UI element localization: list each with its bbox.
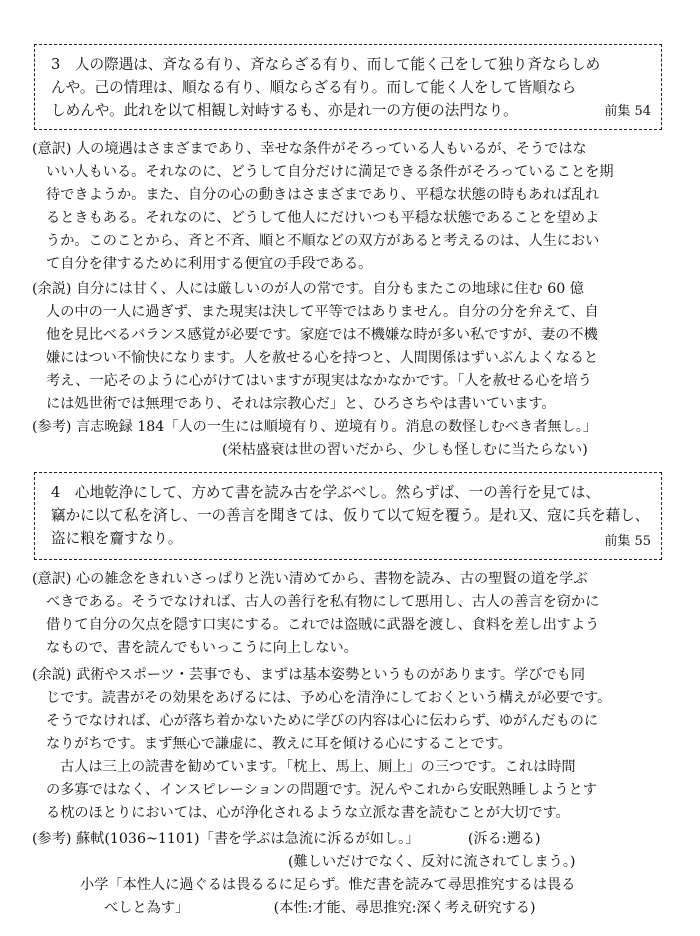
entry-4-line-1: 4 心地乾浄にして、方めて書を読み古を学ぶべし。然らずば、一の善行を見ては、 bbox=[51, 484, 600, 501]
text-line: 他を見比べるバランス感覚が必要です。家庭では不機嫌な時が多い私ですが、妻の不機 bbox=[46, 327, 598, 343]
entry-3-line-1: 3 人の際遇は、斉なる有り、斉ならざる有り、而して能く己をして独り斉ならしめ bbox=[51, 56, 601, 73]
text-line: (意訳) 心の雑念をきれいさっぱりと洗い清めてから、書物を読み、古の聖賢の道を学ぶ bbox=[32, 571, 588, 587]
text-line: (難しいだけでなく、反対に流されてしまう。) bbox=[288, 854, 576, 870]
entry-4-ref: 前集 55 bbox=[604, 534, 651, 549]
text-line: なりがちです。まず無心で謙虚に、教えに耳を傾ける心にすることです。 bbox=[46, 736, 512, 752]
text-line: べきである。そうでなければ、古人の善行を私有物にして悪用し、古人の善言を窃かに bbox=[46, 594, 600, 610]
text-line: 待できようか。また、自分の心の動きはさまざまであり、平穏な状態の時もあれば乱れ bbox=[46, 187, 600, 203]
text-line: るときもある。それなのに、どうして他人にだけいつも平穏な状態であることを望めよ bbox=[46, 210, 600, 226]
text-line: (栄枯盛衰は世の習いだから、少しも怪しむに当たらない) bbox=[222, 442, 588, 458]
text-line: る枕のほとりにおいては、心が浄化されるような立派な書を読むことが大切です。 bbox=[46, 805, 570, 821]
text-line: なもので、書を読んでもいっこうに向上しない。 bbox=[46, 640, 358, 656]
entry-3-line-3: しめんや。此れを以て相観し対峙するも、亦是れ一の方便の法門なり。 bbox=[51, 102, 518, 119]
entry-4-commentary bbox=[32, 664, 672, 825]
text-line: じです。読書がその効果をあげるには、予め心を清浄にしておくという構えが必要です。 bbox=[46, 690, 612, 706]
reference-line-4: べしと為す」 bbox=[104, 900, 190, 916]
text-line: いい人もいる。それなのに、どうして自分だけに満足できる条件がそろっていることを期 bbox=[46, 164, 614, 180]
entry-3-ref: 前集 54 bbox=[604, 104, 651, 119]
text-line: 人の中の一人に過ぎず、また現実は決して平等ではありません。自分の分を弁えて、自 bbox=[46, 304, 599, 320]
entry-3-line-2: んや。己の情理は、順なる有り、順ならざる有り。而して能く人をして皆順なら bbox=[51, 79, 577, 96]
text-line: (余説) 自分には甘く、人には厳しいのが人の常です。自分もまたこの地球に住む 60 億 bbox=[32, 281, 584, 297]
entry-4-translation bbox=[32, 568, 672, 660]
text-line: (意訳) 人の境遇はさまざまであり、幸せな条件がそろっている人もいるが、そうではな bbox=[32, 141, 587, 157]
entry-4-line-3: 盗に粮を齎すなり。 bbox=[51, 530, 183, 547]
reference-lead-note: (泝る:遡る) bbox=[467, 831, 541, 847]
text-line: て自分を律するために利用する便宜の手段である。 bbox=[46, 256, 373, 272]
text-line: (余説) 武術やスポーツ・芸事でも、まずは基本姿勢というものがあります。学びでも同 bbox=[32, 667, 586, 683]
entry-3-commentary bbox=[32, 278, 672, 416]
text-line: 借りて自分の欠点を隠す口実にする。これでは盗賊に武器を渡し、食料を差し出すよう bbox=[46, 617, 600, 633]
entry-4-reference bbox=[32, 828, 672, 920]
reference-lead: (参考) 蘇軾(1036~1101)「書を学ぶは急流に泝るが如し。」 bbox=[32, 831, 420, 847]
text-line: 小学「本性人に過ぐるは畏るるに足らず。惟だ書を読みて尋思推究するは畏る bbox=[80, 877, 576, 893]
text-line: には処世術では無理であり、それは宗教心だ」と、ひろさちやは書いています。 bbox=[46, 396, 556, 412]
text-line: 古人は三上の読書を勧めています。「枕上、馬上、厠上」の三つです。これは時間 bbox=[60, 759, 576, 775]
entry-3-translation bbox=[32, 138, 672, 276]
text-line: の多寡ではなく、インスピレーションの問題です。況んやこれから安眠熟睡しようとす bbox=[46, 782, 597, 798]
entry-3-reference bbox=[32, 416, 672, 462]
text-line bbox=[32, 828, 672, 851]
text-line bbox=[32, 897, 672, 920]
entry-4-line-2: 竊かに以て私を済し、一の善言を聞きては、仮りて以て短を覆う。是れ又、寇に兵を藉し、 bbox=[51, 507, 649, 524]
text-line: そうでなければ、心が落ち着かないために学びの内容は心に伝わらず、ゆがんだものに bbox=[46, 713, 599, 729]
text-line: 考え、一応そのように心がけてはいますが現実はなかなかです。「人を赦せる心を培う bbox=[46, 373, 592, 389]
text-line: うか。このことから、斉と不斉、順と不順などの双方があると考えるのは、人生におい bbox=[46, 233, 600, 249]
text-line: 嫌にはつい不愉快になります。人を赦せる心を持つと、人間関係はずいぶんよくなると bbox=[46, 350, 599, 366]
reference-line-4-note: (本性:才能、尋思推究:深く考え研究する) bbox=[273, 900, 536, 916]
entry-3-box bbox=[34, 44, 662, 130]
entry-4-box bbox=[34, 472, 662, 560]
text-line: (参考) 言志晩録 184「人の一生には順境有り、逆境有り。消息の数怪しむべき者無し。」 bbox=[32, 419, 598, 435]
